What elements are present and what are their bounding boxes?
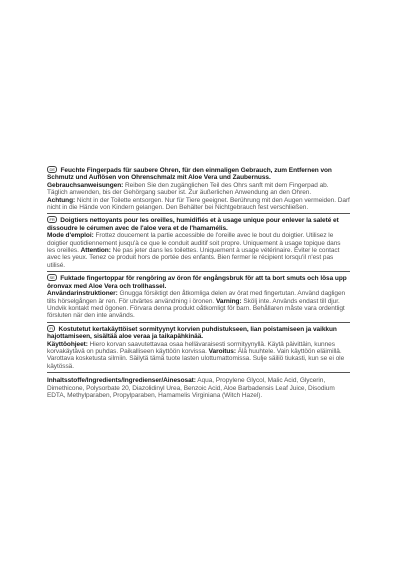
language-badge-fi: FI <box>47 325 55 332</box>
language-badge-de: DE <box>47 166 57 173</box>
ingredients-section <box>47 372 350 401</box>
title-text: Kostutetut kertakäyttöiset sormityynyt korvien puhdistukseen, lian poistamiseen ja vaikkun hajottamiseen, sisältää aloe veraa ja taikapähkinää. <box>47 325 337 341</box>
ingredients-label: Inhaltsstoffe/Ingredients/Ingredienser/Ainesosat: <box>47 377 196 385</box>
language-badge-se: SE <box>47 274 57 281</box>
usage-warning-paragraph <box>47 232 350 269</box>
title-text: Doigtiers nettoyants pour les oreilles, humidifiés et à usage unique pour enlever la saleté et dissoudre le cérumen avec de l'aloe vera et de l'hamamélis. <box>47 217 339 232</box>
section-de <box>47 165 350 213</box>
title-text: Feuchte Fingerpads für saubere Ohren, für den einmaligen Gebrauch, zum Entfernen von Schmutz und Auflösen von Ohrenschmalz mit Aloe Vera und Zaubernuss. <box>47 167 332 182</box>
usage-text: Hiero korvan saavutettavaa osaa hellävaraisesti sormityynyllä. Käytä päivittäin, kunnes korvakäytävä on puhdas. Paikalliseen käyttöön korvissa. <box>47 340 335 355</box>
warning-label: Achtung: <box>47 196 76 204</box>
warning-text: Ne pas jeter dans les toilettes. Uniquement à usage vétérinaire. Éviter le contact avec les yeux. Tenez ce produit hors de portée des enfants. Bien fermer le récipient lorsqu'il n'est pas utilisé. <box>47 247 340 269</box>
usage-label: Mode d'emploi: <box>47 232 94 240</box>
warning-label: Varoitus: <box>208 347 236 355</box>
title-text: Fuktade fingertoppar för rengöring av öron för engångsbruk för att ta bort smuts och lösa upp öronvax med Aloe Vera och trollhassel. <box>47 275 347 290</box>
section-fr <box>47 213 350 271</box>
usage-text: Reiben Sie den zugänglichen Teil des Ohrs sanft mit dem Fingerpad ab. Täglich anwenden, bis der Gehörgang sauber ist. Zur äußerlichen Anwendung an den Ohren. <box>47 181 329 197</box>
warning-text: Nicht in der Toilette entsorgen. Nur für Tiere geeignet. Berührung mit den Augen vermeiden. Darf nicht in die Hände von Kindern gelangen. Den Behälter bei Nichtgebrauch fest verschließen. <box>47 196 350 212</box>
warning-label: Varning: <box>215 297 242 305</box>
warning-text: Älä huuhtele. Vain käyttöön eläimillä. Varottava kosketusta silmiin. Säilytä tämä tuote lasten ulottumattomissa. Sulje säiliö tiukasti, kun se ei ole käytössä. <box>47 347 345 370</box>
usage-text: Gnugga försiktigt den åtkomliga delen av örat med fingertutan. Använd dagligen tills hörselgången är ren. För utvärtes användning i öronen. <box>47 290 346 305</box>
section-se <box>47 271 350 321</box>
usage-warning-paragraph <box>47 341 350 371</box>
usage-line <box>47 182 350 197</box>
warning-text: Skölj inte. Används endast till djur. Undvik kontakt med ögonen. Förvara denna produkt oåtkomligt för barn. Behållaren måste vara ordentligt försluten när den inte används. <box>47 297 345 320</box>
warning-line <box>47 197 350 212</box>
warning-label: Attention: <box>80 247 111 255</box>
usage-label: Användarinstruktioner: <box>47 290 118 298</box>
product-label <box>47 165 350 401</box>
usage-warning-paragraph <box>47 290 350 320</box>
section-title <box>47 274 350 290</box>
usage-label: Gebrauchsanweisungen: <box>47 181 124 189</box>
usage-text: Frottez doucement la partie accessible de l'oreille avec le bout du doigtier. Utilisez le doigtier quotidiennement jusqu'à ce que le conduit auditif soit propre. Uniquement à usage topique dans les oreilles. <box>47 232 341 255</box>
section-title <box>47 325 350 341</box>
section-title <box>47 216 350 232</box>
section-fi <box>47 322 350 372</box>
section-title <box>47 166 350 182</box>
ingredients-text: Aqua, Propylene Glycol, Malic Acid, Glycerin, Dimethicone, Polysorbate 20, Diazolidinyl Urea, Benzoic Acid, Aloe Barbadensis Leaf Juice, Disodium EDTA, Methylparaben, Propylparaben, Hamamelis Virginiana (Witch Hazel). <box>47 377 335 399</box>
usage-label: Käyttöohjeet: <box>47 340 88 348</box>
language-badge-fr: FR <box>47 216 57 223</box>
